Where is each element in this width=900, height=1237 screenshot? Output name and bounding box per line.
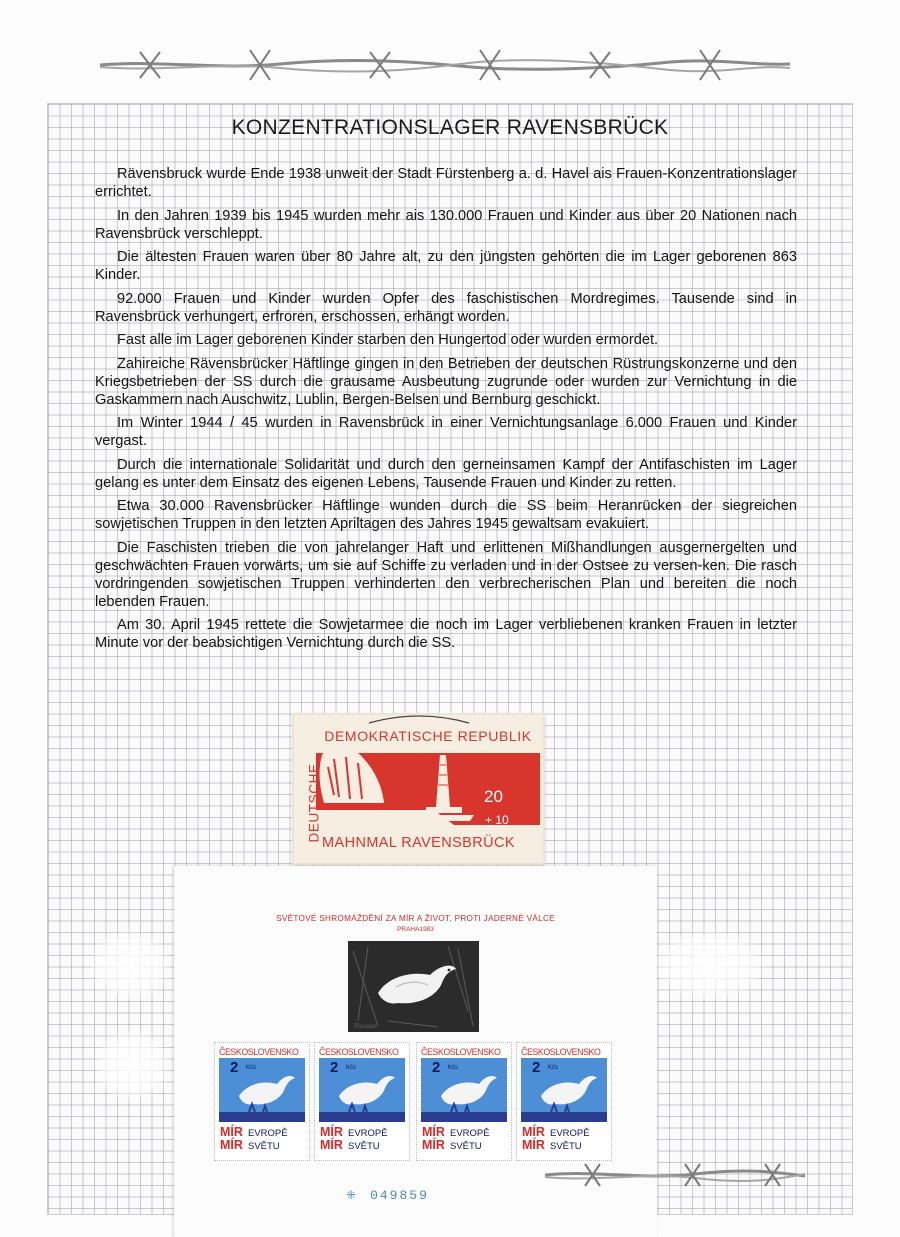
sheet-subheading: PRAHA1983 [397, 926, 434, 933]
stamp-caption: MAHNMAL RAVENSBRÜCK [322, 835, 515, 851]
stamp-country: ČESKOSLOVENSKO [219, 1047, 299, 1057]
stamp-country: ČESKOSLOVENSKO [521, 1047, 601, 1057]
stamp-mir: MÍR [220, 1138, 243, 1152]
stamp-country-text: DEMOKRATISCHE REPUBLIK [324, 728, 532, 744]
sheet-serial [346, 1188, 429, 1203]
ddr-ravensbrueck-stamp [294, 715, 543, 863]
stamp-word: EVROPĚ [450, 1128, 490, 1139]
stamp-word: EVROPĚ [550, 1128, 590, 1139]
paragraph: Die ältesten Frauen waren über 80 Jahre alt, zu den jüngsten gehörten die im Lager geborenen 863 Kinder. [95, 249, 797, 283]
stamp-word: SVĚTU [450, 1141, 482, 1152]
stamp-word: SVĚTU [550, 1141, 582, 1152]
paper-smudge [655, 930, 765, 1000]
history-text [95, 165, 797, 658]
cz-stamp [314, 1042, 410, 1161]
stamp-value: 2 [330, 1059, 339, 1076]
stamp-value: 2 [532, 1059, 541, 1076]
cz-stamp [416, 1042, 512, 1161]
serial-mark-icon: ⁜ [346, 1189, 359, 1203]
stamp-mir: MÍR [320, 1125, 343, 1139]
paragraph: Etwa 30.000 Ravensbrücker Häftlinge wunden durch die SS beim Heranrücken der siegreichen sowjetischen Truppen in den letzten Apriltagen des Jahres 1945 gewaltsam evakuiert. [95, 498, 797, 532]
stamp-surcharge: + 10 [485, 813, 509, 827]
artist-signature: Picasso [354, 1023, 377, 1030]
barbed-wire-bottom [545, 1160, 805, 1190]
paragraph: Die Faschisten trieben die von jahrelanger Haft und erlittenen Mißhandlungen ausgernergelten und geschwächten Frauen vorwärts, um sie auf Schiffe zu verladen und in der Ostsee zu versen-ken. Die rasch vordringenden sowjetischen Truppen verhinderten den verbrecherischen Plan und bereiten die noch lebenden Frauen. [95, 539, 797, 610]
paper-smudge [95, 1030, 170, 1100]
paragraph: Durch die internationale Solidarität und durch den gerneinsamen Kampf der Antifaschisten im Lager gelang es unter dem Einsatz des eigenen Lebens, Tausende Frauen und Kinder zu retten. [95, 456, 797, 491]
paragraph: 92.000 Frauen und Kinder wurden Opfer des faschistischen Mordregimes. Tausende sind in Ravensbrück verhungert, erfroren, erschossen, erhängt worden. [95, 290, 797, 325]
paragraph: Am 30. April 1945 rettete die Sowjetarmee die noch im Lager verbliebenen kranken Frauen in letzter Minute vor der beabsichtigen Vernichtung durch die SS. [95, 617, 797, 651]
paragraph: Fast alle im Lager geborenen Kinder starben den Hungertod oder wurden ermordet. [117, 332, 659, 348]
stamp-mir: MÍR [422, 1125, 445, 1139]
paragraph: In den Jahren 1939 bis 1945 wurden mehr ais 130.000 Frauen und Kinder aus über 20 Nationen nach Ravensbrück verschleppt. [95, 207, 797, 242]
paragraph: Zahireiche Rävensbrücker Häftlinge gingen in den Betrieben der deutschen Rüstrungskonzerne und den Kriegsbetrieben der SS durch die grausame Ausbeutung zugrunde oder wurden zur Vernichtung in die Gaskammern nach Auschwitz, Lublin, Bergen-Belsen und Bernburg geschickt. [95, 355, 797, 408]
barbed-wire-top [100, 42, 790, 88]
stamp-value: 20 [484, 787, 503, 806]
stamp-word: EVROPĚ [348, 1128, 388, 1139]
stamp-word: EVROPĚ [248, 1128, 288, 1139]
stamp-value: 2 [230, 1059, 239, 1076]
stamp-currency: Kčs [548, 1065, 559, 1071]
serial-number: 049859 [370, 1188, 429, 1203]
stamp-currency: Kčs [246, 1065, 257, 1071]
paper-smudge [90, 930, 170, 1000]
stamp-country: ČESKOSLOVENSKO [319, 1047, 399, 1057]
stamp-mir: MÍR [220, 1125, 243, 1139]
stamp-mir: MÍR [522, 1125, 545, 1139]
sheet-heading: SVĚTOVÉ SHROMÁŽDĚNÍ ZA MÍR A ŽIVOT, PROTI JADERNÉ VÁLCE [276, 914, 555, 923]
stamp-mir: MÍR [422, 1138, 445, 1152]
stamp-mir: MÍR [522, 1138, 545, 1152]
cz-stamp [516, 1042, 612, 1161]
stamp-side-text: DEUTSCHE [306, 763, 322, 843]
cz-stamp [214, 1042, 310, 1161]
stamp-mir: MÍR [320, 1138, 343, 1152]
stamp-word: SVĚTU [248, 1141, 280, 1152]
page-title: KONZENTRATIONSLAGER RAVENSBRÜCK [231, 116, 669, 139]
paragraph: Im Winter 1944 / 45 wurden in Ravensbrück in einer Vernichtungsanlage 6.000 Frauen und Kinder vergast. [95, 415, 797, 449]
stamp-country: ČESKOSLOVENSKO [421, 1047, 501, 1057]
stamp-value: 2 [432, 1059, 441, 1076]
stamp-currency: Kčs [346, 1065, 357, 1071]
paragraph: Rävensbruck wurde Ende 1938 unweit der Stadt Fürstenberg a. d. Havel ais Frauen-Konzentrationslager errichtet. [95, 166, 797, 200]
stamp-currency: Kčs [448, 1065, 459, 1071]
stamp-word: SVĚTU [348, 1141, 380, 1152]
picasso-dove-picture [348, 941, 479, 1032]
